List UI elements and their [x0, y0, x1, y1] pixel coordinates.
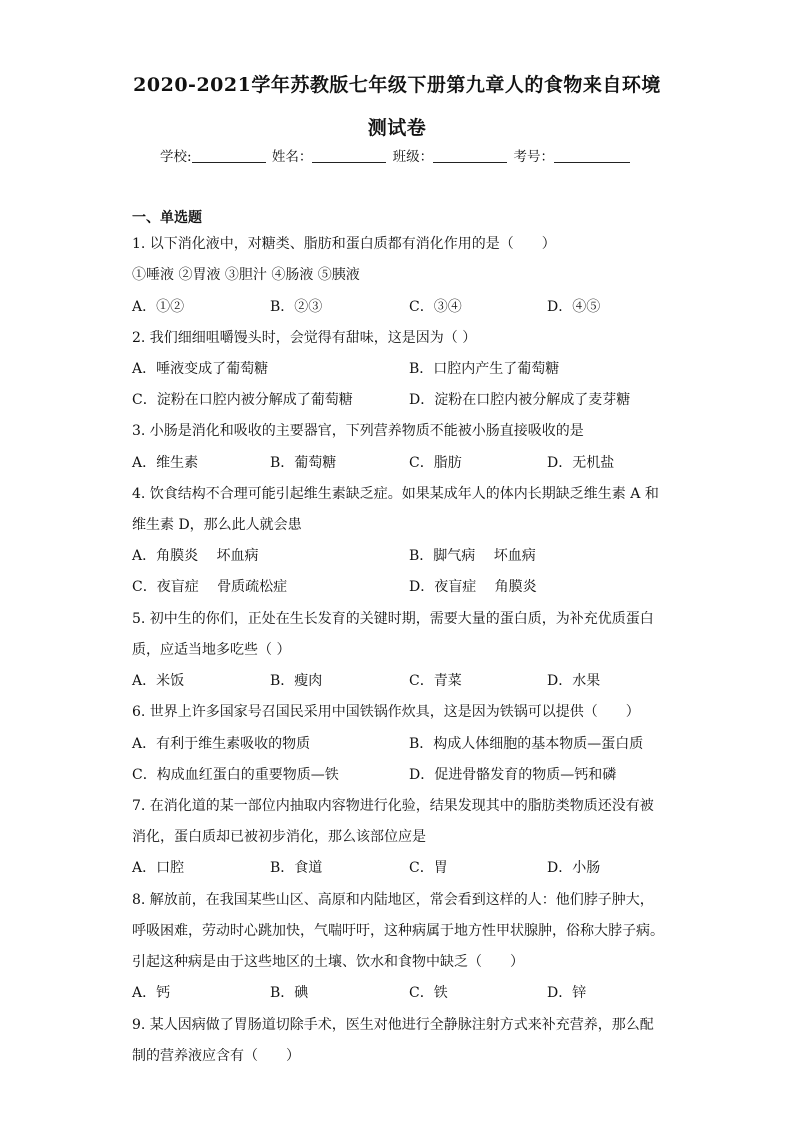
- school-label: 学校:: [160, 149, 192, 165]
- question-4-option-c[interactable]: C．夜盲症 骨质疏松症: [132, 579, 288, 595]
- question-5-option-a[interactable]: A．米饭: [132, 673, 185, 689]
- question-8-option-b[interactable]: B．碘: [270, 985, 309, 1001]
- question-9-stem: 9. 某人因病做了胃肠道切除手术，医生对他进行全静脉注射方式来补充营养，那么配: [132, 1017, 654, 1033]
- question-9-stem-cont: 制的营养液应含有（ ）: [132, 1048, 300, 1064]
- name-field[interactable]: [312, 148, 386, 163]
- question-8-stem: 8. 解放前，在我国某些山区、高原和内陆地区，常会看到这样的人：他们脖子肿大，: [132, 892, 654, 908]
- question-7-option-b[interactable]: B．食道: [270, 860, 323, 876]
- question-8-option-c[interactable]: C．铁: [409, 985, 448, 1001]
- question-6-stem: 6. 世界上许多国家号召国民采用中国铁锅作炊具，这是因为铁锅可以提供（ ）: [132, 704, 640, 720]
- question-4-option-d[interactable]: D．夜盲症 角膜炎: [409, 579, 537, 595]
- school-field[interactable]: [192, 148, 266, 163]
- question-3-option-b[interactable]: B．葡萄糖: [270, 455, 337, 471]
- question-2-option-c[interactable]: C．淀粉在口腔内被分解成了葡萄糖: [132, 392, 353, 408]
- question-4-stem-cont: 维生素 D，那么此人就会患: [132, 517, 302, 533]
- question-2-option-b[interactable]: B．口腔内产生了葡萄糖: [409, 361, 560, 377]
- question-5-stem-cont: 质，应适当地多吃些（ ）: [132, 642, 291, 658]
- question-7-option-d[interactable]: D．小肠: [547, 860, 601, 876]
- question-8-stem-cont1: 呼吸困难，劳动时心跳加快，气喘吁吁，这种病属于地方性甲状腺肿，俗称大脖子病。: [132, 923, 664, 939]
- question-5-option-d[interactable]: D．水果: [547, 673, 601, 689]
- name-label: 姓名：: [271, 149, 313, 165]
- question-1-option-b[interactable]: B．②③: [270, 299, 323, 315]
- question-6-option-d[interactable]: D．促进骨骼发育的物质—钙和磷: [409, 767, 617, 783]
- question-6-option-a[interactable]: A．有利于维生素吸收的物质: [132, 736, 311, 752]
- question-2-option-a[interactable]: A．唾液变成了葡萄糖: [132, 361, 269, 377]
- question-7-option-c[interactable]: C．胃: [409, 860, 448, 876]
- question-2-option-d[interactable]: D．淀粉在口腔内被分解成了麦芽糖: [409, 392, 631, 408]
- exam-title-line1: 2020-2021学年苏教版七年级下册第九章人的食物来自环境: [133, 74, 661, 96]
- question-3-option-a[interactable]: A．维生素: [132, 455, 199, 471]
- question-1-option-d[interactable]: D．④⑤: [547, 299, 601, 315]
- question-1-stem: 1. 以下消化液中，对糖类、脂肪和蛋白质都有消化作用的是（ ）: [132, 236, 556, 252]
- class-field[interactable]: [433, 148, 507, 163]
- question-4-stem: 4. 饮食结构不合理可能引起维生素缺乏症。如果某成年人的体内长期缺乏维生素 A 和: [132, 486, 659, 502]
- question-5-option-c[interactable]: C．青菜: [409, 673, 462, 689]
- question-4-option-b[interactable]: B．脚气病 坏血病: [409, 548, 536, 564]
- exam-title-line2: 测试卷: [367, 117, 427, 139]
- question-4-option-a[interactable]: A．角膜炎 坏血病: [132, 548, 259, 564]
- question-1-option-c[interactable]: C．③④: [409, 299, 462, 315]
- question-6-option-c[interactable]: C．构成血红蛋白的重要物质—铁: [132, 767, 339, 783]
- question-8-option-a[interactable]: A．钙: [132, 985, 171, 1001]
- question-5-option-b[interactable]: B．瘦肉: [270, 673, 323, 689]
- section-heading: 一、单选题: [132, 210, 202, 226]
- question-3-stem: 3. 小肠是消化和吸收的主要器官，下列营养物质不能被小肠直接吸收的是: [132, 423, 584, 439]
- question-6-option-b[interactable]: B．构成人体细胞的基本物质—蛋白质: [409, 736, 644, 752]
- exam-no-field[interactable]: [554, 148, 630, 163]
- question-8-stem-cont2: 引起这种病是由于这些地区的土壤、饮水和食物中缺乏（ ）: [132, 954, 524, 970]
- question-8-option-d[interactable]: D．锌: [547, 985, 587, 1001]
- question-2-stem: 2. 我们细细咀嚼馒头时，会觉得有甜味，这是因为（ ）: [132, 330, 477, 346]
- exam-no-label: 考号：: [513, 149, 554, 165]
- question-7-stem-cont: 消化，蛋白质却已被初步消化，那么该部位应是: [132, 829, 426, 845]
- student-info-row: [160, 145, 632, 165]
- question-1-option-a[interactable]: A．①②: [132, 299, 185, 315]
- question-7-option-a[interactable]: A．口腔: [132, 860, 185, 876]
- question-5-stem: 5. 初中生的你们，正处在生长发育的关键时期，需要大量的蛋白质，为补充优质蛋白: [132, 611, 654, 627]
- question-3-option-c[interactable]: C．脂肪: [409, 455, 462, 471]
- question-1-choices: ①唾液 ②胃液 ③胆汁 ④肠液 ⑤胰液: [132, 267, 360, 283]
- class-label: 班级：: [392, 149, 434, 165]
- question-7-stem: 7. 在消化道的某一部位内抽取内容物进行化验，结果发现其中的脂肪类物质还没有被: [132, 798, 654, 814]
- question-3-option-d[interactable]: D．无机盐: [547, 455, 615, 471]
